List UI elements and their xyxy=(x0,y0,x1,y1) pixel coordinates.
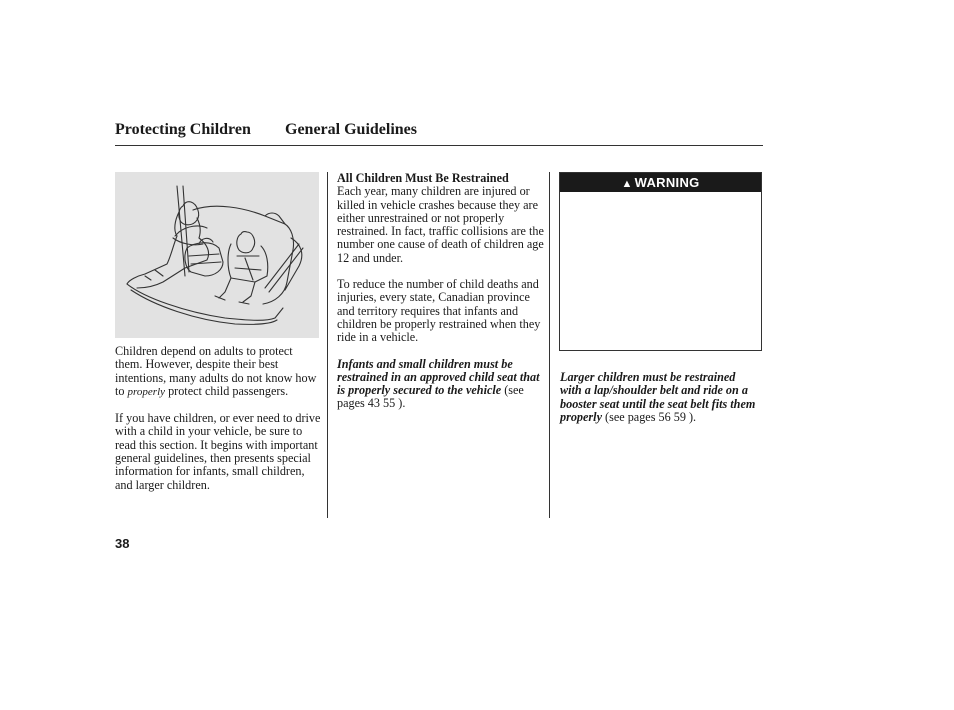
page-header xyxy=(115,121,763,146)
warning-label: WARNING xyxy=(634,175,700,190)
intro-text-start: Children depend on adults to protect them. However, despite their best intentions, many adults do not know how to xyxy=(115,344,317,398)
warning-box xyxy=(559,172,762,351)
infant-page-reference: (see pages 43 55 ). xyxy=(337,383,524,411)
child-seat-drawing xyxy=(115,172,319,338)
larger-children-paragraph xyxy=(560,371,760,424)
intro-emphasis: properly xyxy=(127,385,166,398)
crash-statistics-paragraph: Each year, many children are injured or killed in vehicle crashes because they are either unrestrained or not properly restrained. In fact, traffic collisions are the number one cause of death of children age 12 and under. xyxy=(337,184,544,265)
warning-banner xyxy=(560,173,761,192)
infant-restraint-paragraph xyxy=(337,358,545,411)
page-number: 38 xyxy=(115,536,130,551)
intro-text-end: protect child passengers. xyxy=(165,383,289,398)
read-section-paragraph: If you have children, or ever need to drive with a child in your vehicle, be sure to read this section. It begins with important general guidelines, then presents special information for infants, small children, and larger children. xyxy=(115,411,321,492)
section-title: Protecting Children xyxy=(115,121,251,138)
intro-paragraph xyxy=(115,345,321,399)
restraint-heading: All Children Must Be Restrained xyxy=(337,171,509,185)
column-divider-1 xyxy=(327,172,328,518)
infant-restraint-statement: Infants and small children must be restrained in an approved child seat that is properly secured to the vehicle xyxy=(337,356,540,398)
law-requirement-paragraph: To reduce the number of child deaths and injuries, every state, Canadian province and territory requires that infants and children be properly restrained when they ride in a vehicle. xyxy=(337,277,541,345)
larger-children-statement: Larger children must be restrained with a lap/shoulder belt and ride on a booster seat until the seat belt fits them properly xyxy=(560,370,756,424)
topic-title: General Guidelines xyxy=(285,121,417,138)
larger-children-page-reference: (see pages 56 59 ). xyxy=(601,409,697,424)
intro-column xyxy=(115,345,321,505)
column-divider-2 xyxy=(549,172,550,518)
child-seat-illustration xyxy=(115,172,319,338)
larger-children-column xyxy=(560,371,760,437)
warning-triangle-icon: ▲ xyxy=(621,178,633,190)
restraint-column xyxy=(337,172,545,424)
